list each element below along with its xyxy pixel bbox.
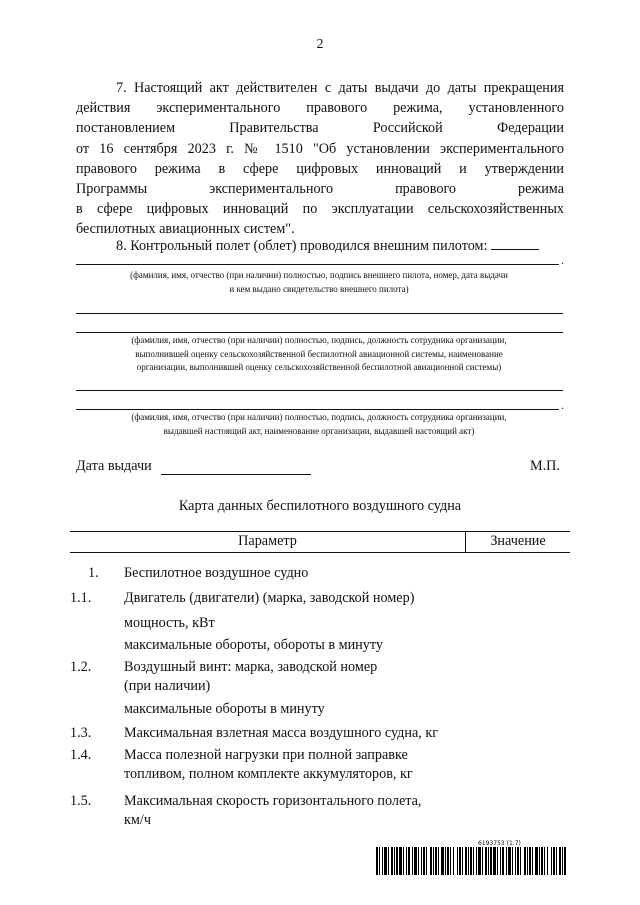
- issuer-line-1: [76, 390, 563, 391]
- evaluator-line-2: [76, 332, 563, 333]
- caption-line: (фамилия, имя, отчество (при наличии) полностью, подпись внешнего пилота, номер, дата выдачи: [130, 270, 508, 280]
- barcode-stripe: [564, 847, 566, 875]
- caption-line: выдавшей настоящий акт, наименование организации, выдавшей настоящий акт): [163, 425, 475, 436]
- row-number: 1.: [88, 565, 99, 581]
- caption-line: и кем выдано свидетельство внешнего пилота): [229, 283, 409, 294]
- pilot-signature-line: [76, 264, 559, 265]
- barcode: [376, 847, 566, 875]
- row-label: Максимальная взлетная масса воздушного судна, кг: [124, 725, 439, 741]
- row-label: Двигатель (двигатели) (марка, заводской номер): [124, 590, 415, 606]
- row-label-line: Воздушный винт: марка, заводской номер: [124, 659, 378, 675]
- row-number: 1.2.: [70, 659, 92, 675]
- issue-date: [76, 458, 311, 475]
- row-label-line: (при наличии): [124, 678, 211, 694]
- para7-line: в сфере цифровых инноваций по эксплуатации сельскохозяйственных: [76, 201, 564, 218]
- row-number: 1.1.: [70, 590, 92, 606]
- row-label: максимальные обороты, обороты в минуту: [124, 637, 383, 653]
- para7-line: действия экспериментального правового режима, установленного: [76, 100, 564, 117]
- pilot-blank: [491, 237, 539, 250]
- pilot-caption: [88, 269, 550, 296]
- evaluator-line-1: [76, 313, 563, 314]
- para8-text: 8. Контрольный полет (облет) проводился внешним пилотом:: [116, 238, 488, 254]
- col-value-header: Значение: [490, 533, 546, 549]
- issue-date-label: Дата выдачи: [76, 458, 152, 474]
- barcode-text: 6193753 (1.7): [478, 840, 521, 847]
- row-number: 1.3.: [70, 725, 92, 741]
- col-param-header: Параметр: [238, 533, 297, 549]
- paragraph-8: [76, 236, 564, 256]
- paragraph-7: [76, 78, 564, 240]
- row-label: [124, 746, 464, 784]
- row-label: мощность, кВт: [124, 615, 215, 631]
- row-label-line: км/ч: [124, 812, 151, 828]
- page-number: 2: [316, 37, 324, 52]
- para7-line: правового режима в сфере цифровых инноваций и утверждении: [76, 160, 564, 177]
- caption-line: организации, выполнившей оценку сельскохозяйственной беспилотной авиационной системы): [136, 362, 502, 372]
- issuer-line-2: [76, 409, 559, 410]
- table-header: [70, 531, 570, 553]
- row-label-line: топливом, полном комплекте аккумуляторов, кг: [124, 766, 413, 782]
- row-label: максимальные обороты в минуту: [124, 701, 325, 717]
- card-title: Карта данных беспилотного воздушного судна: [178, 498, 462, 514]
- row-label: [124, 658, 464, 696]
- row-label-line: Масса полезной нагрузки при полной заправке: [124, 747, 408, 763]
- issue-date-line: [161, 460, 311, 475]
- para7-line: постановлением Правительства Российской Федерации: [76, 120, 564, 137]
- caption-line: выполнившей оценку сельскохозяйственной беспилотной авиационной системы, наименование: [135, 348, 503, 359]
- row-label: Беспилотное воздушное судно: [124, 565, 309, 581]
- para7-line: Программы экспериментального правового режима: [76, 181, 564, 198]
- para7-line: 7. Настоящий акт действителен с даты выдачи до даты прекращения: [116, 80, 564, 96]
- period: .: [561, 253, 564, 267]
- stamp-label: М.П.: [530, 458, 560, 474]
- para7-line: от 16 сентября 2023 г. № 1510 "Об установлении экспериментального: [76, 140, 564, 157]
- caption-line: (фамилия, имя, отчество (при наличии) полностью, подпись, должность сотрудника организации,: [131, 412, 507, 422]
- para7-line: беспилотных авиационных систем".: [76, 221, 295, 238]
- evaluator-caption: [88, 334, 550, 375]
- row-label: [124, 792, 464, 830]
- issuer-caption: [88, 411, 550, 438]
- period: .: [561, 398, 564, 412]
- caption-line: (фамилия, имя, отчество (при наличии) полностью, подпись, должность сотрудника организации,: [131, 335, 507, 345]
- row-number: 1.4.: [70, 747, 92, 763]
- row-number: 1.5.: [70, 793, 92, 809]
- row-label-line: Максимальная скорость горизонтального полета,: [124, 793, 422, 809]
